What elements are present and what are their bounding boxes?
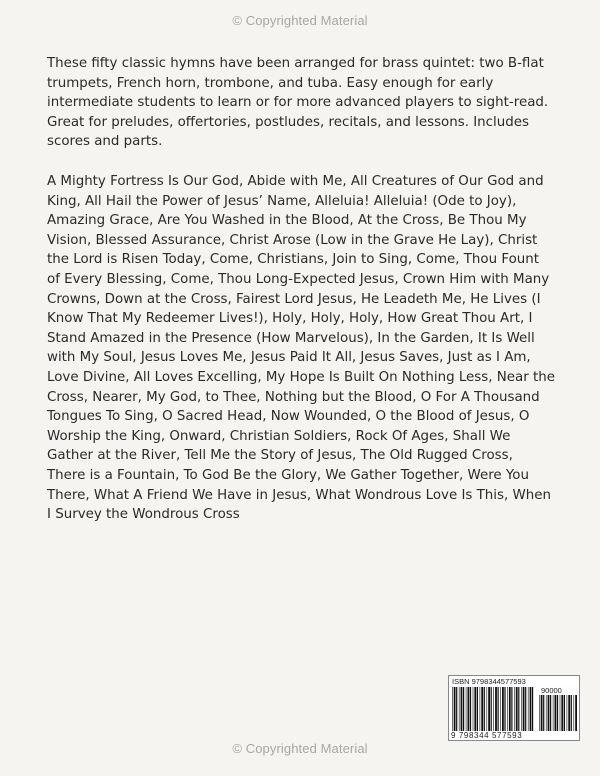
barcode-bar <box>493 687 494 731</box>
barcode-bar <box>567 695 568 731</box>
barcode-bar <box>456 687 457 731</box>
barcode-bar <box>481 687 483 731</box>
barcode-bar <box>525 687 526 731</box>
barcode-bar <box>550 695 551 731</box>
barcode-bar <box>498 687 499 731</box>
copyright-watermark-top: © Copyrighted Material <box>232 13 368 28</box>
barcode-bar <box>523 687 525 731</box>
barcode-bar <box>518 687 519 731</box>
barcode-bars-main <box>452 687 534 731</box>
barcode-bar <box>484 687 485 731</box>
barcode-bar <box>564 695 565 731</box>
barcode-bar <box>463 687 464 731</box>
barcode-bar <box>541 695 543 731</box>
isbn-barcode <box>448 675 580 741</box>
price-code: 90000 <box>541 686 562 695</box>
barcode-bar <box>528 687 529 731</box>
barcode-bar <box>543 695 544 731</box>
barcode-bar <box>509 687 511 731</box>
isbn-label: ISBN 9798344577593 <box>452 677 526 686</box>
barcode-bar <box>454 687 456 731</box>
barcode-bar <box>504 687 505 731</box>
barcode-bar <box>507 687 508 731</box>
barcode-bar <box>466 687 467 731</box>
barcode-bar <box>571 695 572 731</box>
barcode-bar <box>561 695 563 731</box>
barcode-bar <box>459 687 460 731</box>
barcode-bar <box>480 687 481 731</box>
barcode-bar <box>557 695 558 731</box>
barcode-bar <box>514 687 515 731</box>
barcode-bar <box>511 687 512 731</box>
barcode-bar <box>568 695 570 731</box>
barcode-bar <box>452 687 453 731</box>
barcode-bar <box>470 687 471 731</box>
barcode-bars-addon <box>539 695 577 731</box>
barcode-bar <box>488 687 490 731</box>
barcode-bar <box>555 695 557 731</box>
barcode-bar <box>539 695 540 731</box>
barcode-bar <box>575 695 577 731</box>
copyright-watermark-bottom: © Copyrighted Material <box>232 741 368 756</box>
barcode-bar <box>495 687 497 731</box>
barcode-bar <box>560 695 561 731</box>
barcode-bar <box>468 687 470 731</box>
barcode-bar <box>461 687 463 731</box>
barcode-bar <box>516 687 518 731</box>
hymn-title-list: A Mighty Fortress Is Our God, Abide with Me, All Creatures of Our God and King, All Hail the Power of Jesus’ Name, Alleluia! Alleluia! (Ode to Joy), Amazing Grace, Are You Washed in the Blood, At the Cross, Be Thou My Vision, Blessed Assurance, Christ Arose (Low in the Grave He Lay), Christ the Lord is Risen Today, Come, Christians, Join to Sing, Come, Thou Fount of Every Blessing, Come, Thou Long-Expected Jesus, Crown Him with Many Crowns, Down at the Cross, Fairest Lord Jesus, He Leadeth Me, He Lives (I Know That My Redeemer Lives!), Holy, Holy, Holy, How Great Thou Art, I Stand Amazed in the Presence (How Marvelous), In the Garden, It Is Well with My Soul, Jesus Loves Me, Jesus Paid It All, Jesus Saves, Just as I Am, Love Divine, All Loves Excelling, My Hope Is Built On Nothing Less, Near the Cross, Nearer, My God, to Thee, Nothing but the Blood, O For A Thousand Tongues To Sing, O Sacred Head, Now Wounded, O the Blood of Jesus, O Worship the King, Onward, Christian Soldiers, Rock Of Ages, Shall We Gather at the River, Tell Me the Story of Jesus, The Old Rugged Cross, There is a Fountain, To God Be the Glory, We Gather Together, Were You There, What A Friend We Have in Jesus, What Wondrous Love Is This, When I Survey the Wondrous Cross <box>47 174 555 523</box>
book-description: These fifty classic hymns have been arranged for brass quintet: two B-flat trumpets, French horn, trombone, and tuba. Easy enough for early intermediate students to learn or for more advanced players to sight-read. Great for preludes, offertories, postludes, recitals, and lessons. Includes scores and parts. <box>47 56 549 150</box>
barcode-bar <box>574 695 575 731</box>
barcode-bar <box>521 687 522 731</box>
barcode-digits: 9 798344 577593 <box>451 731 523 740</box>
barcode-bar <box>491 687 492 731</box>
barcode-bar <box>474 687 476 731</box>
barcode-bar <box>487 687 488 731</box>
barcode-bar <box>473 687 474 731</box>
barcode-bar <box>532 687 533 731</box>
barcode-bar <box>548 695 550 731</box>
barcode-bar <box>530 687 532 731</box>
barcode-bar <box>500 687 501 731</box>
barcode-bar <box>546 695 547 731</box>
barcode-bar <box>502 687 504 731</box>
barcode-bar <box>553 695 554 731</box>
barcode-bar <box>477 687 478 731</box>
